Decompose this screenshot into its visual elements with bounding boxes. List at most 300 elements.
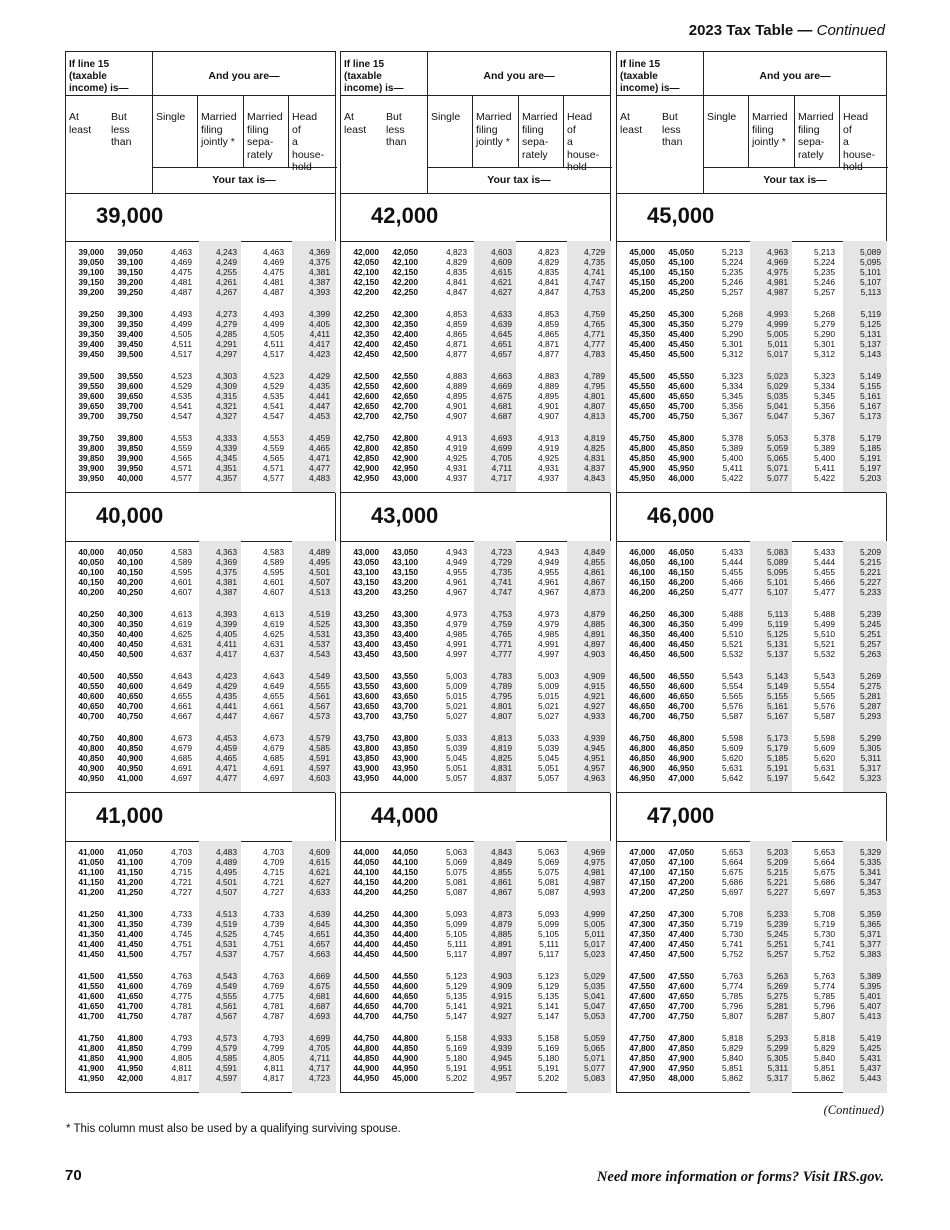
head-of-household-tax: 4,921	[584, 691, 605, 701]
married-jointly-tax: 4,957	[491, 1073, 512, 1083]
single-tax: 4,655	[171, 691, 192, 701]
head-of-household-tax: 5,401	[860, 991, 881, 1001]
at-least-value: 45,700	[629, 411, 655, 421]
but-less-value: 47,800	[668, 1033, 694, 1043]
single-tax: 5,093	[446, 909, 467, 919]
married-jointly-tax: 4,717	[491, 473, 512, 483]
single-tax: 4,619	[171, 619, 192, 629]
head-of-household-tax: 5,281	[860, 691, 881, 701]
single-tax: 4,955	[446, 567, 467, 577]
married-separately-tax: 4,631	[263, 639, 284, 649]
married-jointly-header: Married filing jointly *	[752, 111, 788, 148]
but-less-value: 42,700	[392, 401, 418, 411]
but-less-value: 47,450	[668, 939, 694, 949]
but-less-value: 44,200	[392, 877, 418, 887]
single-tax: 4,835	[446, 267, 467, 277]
single-tax: 5,389	[722, 443, 743, 453]
single-tax: 5,111	[447, 939, 467, 949]
head-of-household-tax: 5,221	[860, 567, 881, 577]
at-least-value: 44,500	[353, 971, 379, 981]
married-jointly-tax: 4,969	[767, 257, 788, 267]
but-less-value: 47,250	[668, 887, 694, 897]
single-header: Single	[431, 111, 461, 123]
head-of-household-tax: 5,335	[860, 857, 881, 867]
but-less-value: 47,600	[668, 981, 694, 991]
at-least-value: 46,450	[629, 649, 655, 659]
married-separately-tax: 5,422	[814, 473, 835, 483]
but-less-value: 45,800	[668, 433, 694, 443]
but-less-value: 40,600	[117, 681, 143, 691]
married-jointly-tax: 5,269	[767, 981, 788, 991]
table-row	[617, 1001, 886, 1011]
table-row	[66, 609, 335, 619]
married-separately-tax: 4,835	[538, 267, 559, 277]
married-jointly-tax: 4,321	[216, 401, 237, 411]
married-separately-tax: 5,708	[814, 909, 835, 919]
married-jointly-tax: 4,531	[216, 939, 237, 949]
single-tax: 4,883	[446, 371, 467, 381]
single-tax: 5,796	[722, 1001, 743, 1011]
married-separately-tax: 5,158	[538, 1033, 559, 1043]
table-row	[66, 701, 335, 711]
head-of-household-tax: 4,567	[309, 701, 330, 711]
married-separately-tax: 4,637	[263, 649, 284, 659]
but-less-value: 44,500	[392, 949, 418, 959]
married-separately-tax: 5,009	[538, 681, 559, 691]
head-of-household-tax: 5,173	[860, 411, 881, 421]
head-of-household-tax: 5,269	[860, 671, 881, 681]
married-jointly-tax: 4,963	[767, 247, 788, 257]
but-less-value: 41,400	[117, 929, 143, 939]
married-jointly-tax: 5,047	[767, 411, 788, 421]
table-row	[66, 877, 335, 887]
married-separately-tax: 4,727	[263, 887, 284, 897]
head-of-household-tax: 5,011	[584, 929, 605, 939]
married-jointly-tax: 4,429	[216, 681, 237, 691]
head-of-household-tax: 5,275	[860, 681, 881, 691]
head-of-household-tax: 5,377	[860, 939, 881, 949]
but-less-value: 45,700	[668, 401, 694, 411]
head-of-household-tax: 5,137	[860, 339, 881, 349]
married-jointly-tax: 4,279	[216, 319, 237, 329]
table-row	[66, 443, 335, 453]
head-of-household-header: Head of a house- hold	[292, 111, 325, 173]
table-row	[617, 691, 886, 701]
married-separately-tax: 5,807	[814, 1011, 835, 1021]
single-tax: 4,907	[446, 411, 467, 421]
married-separately-tax: 4,487	[263, 287, 284, 297]
head-of-household-tax: 4,699	[309, 1033, 330, 1043]
head-of-household-tax: 5,017	[584, 939, 605, 949]
at-least-value: 44,800	[353, 1043, 379, 1053]
at-least-value: 45,000	[629, 247, 655, 257]
but-less-value: 43,650	[392, 691, 418, 701]
at-least-value: 43,150	[353, 577, 379, 587]
table-row	[617, 711, 886, 721]
married-separately-tax: 5,015	[538, 691, 559, 701]
married-separately-tax: 4,829	[538, 257, 559, 267]
married-separately-tax: 4,961	[538, 577, 559, 587]
married-separately-tax: 5,774	[814, 981, 835, 991]
table-row	[341, 473, 610, 483]
but-less-value: 47,400	[668, 929, 694, 939]
single-tax: 5,180	[446, 1053, 467, 1063]
married-separately-tax: 4,733	[263, 909, 284, 919]
head-of-household-tax: 4,693	[309, 1011, 330, 1021]
single-tax: 5,565	[722, 691, 743, 701]
but-less-value: 40,900	[117, 753, 143, 763]
single-tax: 4,505	[171, 329, 192, 339]
table-row	[617, 629, 886, 639]
head-of-household-tax: 5,143	[860, 349, 881, 359]
single-tax: 4,823	[446, 247, 467, 257]
at-least-value: 42,150	[353, 277, 379, 287]
single-tax: 5,631	[722, 763, 743, 773]
married-jointly-tax: 4,255	[216, 267, 237, 277]
but-less-value: 43,150	[392, 567, 418, 577]
table-row	[341, 619, 610, 629]
head-of-household-tax: 4,843	[584, 473, 605, 483]
head-of-household-tax: 5,089	[860, 247, 881, 257]
married-separately-tax: 5,554	[814, 681, 835, 691]
head-of-household-tax: 4,855	[584, 557, 605, 567]
married-separately-tax: 5,389	[814, 443, 835, 453]
table-row	[341, 971, 610, 981]
single-tax: 5,774	[722, 981, 743, 991]
married-separately-tax: 4,985	[538, 629, 559, 639]
married-separately-tax: 5,334	[814, 381, 835, 391]
married-separately-tax: 5,033	[538, 733, 559, 743]
table-row	[66, 773, 335, 783]
single-tax: 5,033	[446, 733, 467, 743]
at-least-value: 43,600	[353, 691, 379, 701]
at-least-value: 45,450	[629, 349, 655, 359]
married-separately-tax: 5,039	[538, 743, 559, 753]
but-less-value: 41,650	[117, 991, 143, 1001]
head-of-household-tax: 5,317	[860, 763, 881, 773]
single-tax: 4,595	[171, 567, 192, 577]
single-tax: 4,727	[171, 887, 192, 897]
married-separately-tax: 4,547	[263, 411, 284, 421]
head-of-household-tax: 5,041	[584, 991, 605, 1001]
but-less-value: 41,550	[117, 971, 143, 981]
head-of-household-tax: 4,453	[309, 411, 330, 421]
married-separately-tax: 5,752	[814, 949, 835, 959]
but-less-value: 47,950	[668, 1063, 694, 1073]
married-separately-tax: 5,027	[538, 711, 559, 721]
at-least-value: 41,100	[78, 867, 104, 877]
single-tax: 4,565	[171, 453, 192, 463]
at-least-value: 40,350	[78, 629, 104, 639]
married-jointly-tax: 5,131	[767, 639, 788, 649]
head-of-household-tax: 4,801	[584, 391, 605, 401]
at-least-value: 40,750	[78, 733, 104, 743]
married-separately-tax: 4,931	[538, 463, 559, 473]
divider	[472, 95, 473, 167]
single-tax: 5,741	[722, 939, 743, 949]
married-separately-tax: 5,123	[538, 971, 559, 981]
table-row	[617, 671, 886, 681]
head-of-household-tax: 5,101	[860, 267, 881, 277]
married-separately-tax: 5,356	[814, 401, 835, 411]
married-jointly-tax: 4,675	[491, 391, 512, 401]
married-separately-tax: 5,180	[538, 1053, 559, 1063]
table-row	[617, 339, 886, 349]
single-tax: 4,943	[446, 547, 467, 557]
at-least-value: 41,800	[78, 1043, 104, 1053]
married-jointly-tax: 5,227	[767, 887, 788, 897]
at-least-value: 45,550	[629, 381, 655, 391]
married-separately-tax: 4,583	[263, 547, 284, 557]
at-least-value: 43,450	[353, 649, 379, 659]
and-you-are-label: And you are—	[483, 70, 555, 82]
but-less-than-header: But less than	[386, 111, 407, 148]
but-less-value: 46,650	[668, 691, 694, 701]
married-jointly-tax: 4,351	[216, 463, 237, 473]
married-separately-tax: 4,505	[263, 329, 284, 339]
single-tax: 5,117	[446, 949, 467, 959]
married-separately-tax: 5,312	[814, 349, 835, 359]
married-jointly-tax: 4,759	[491, 619, 512, 629]
table-row	[341, 753, 610, 763]
but-less-value: 43,200	[392, 577, 418, 587]
single-tax: 4,985	[446, 629, 467, 639]
head-of-household-tax: 4,813	[584, 411, 605, 421]
head-of-household-tax: 4,369	[309, 247, 330, 257]
table-row	[66, 991, 335, 1001]
continued-note: (Continued)	[823, 1103, 884, 1117]
head-of-household-tax: 4,627	[309, 877, 330, 887]
married-separately-tax: 4,997	[538, 649, 559, 659]
but-less-value: 42,400	[392, 329, 418, 339]
at-least-value: 46,300	[629, 619, 655, 629]
single-tax: 5,719	[722, 919, 743, 929]
married-jointly-tax: 5,185	[767, 753, 788, 763]
at-least-value: 47,150	[629, 877, 655, 887]
married-separately-tax: 4,601	[263, 577, 284, 587]
head-of-household-tax: 5,197	[860, 463, 881, 473]
single-tax: 5,290	[722, 329, 743, 339]
single-tax: 4,685	[171, 753, 192, 763]
at-least-value: 40,700	[78, 711, 104, 721]
at-least-value: 40,650	[78, 701, 104, 711]
head-of-household-tax: 5,167	[860, 401, 881, 411]
but-less-value: 43,350	[392, 619, 418, 629]
single-tax: 4,571	[171, 463, 192, 473]
but-less-value: 44,850	[392, 1043, 418, 1053]
married-separately-tax: 4,871	[538, 339, 559, 349]
but-less-value: 42,450	[392, 339, 418, 349]
head-of-household-tax: 5,437	[860, 1063, 881, 1073]
head-of-household-tax: 5,179	[860, 433, 881, 443]
head-of-household-tax: 5,443	[860, 1073, 881, 1083]
married-separately-tax: 5,763	[814, 971, 835, 981]
single-tax: 5,554	[722, 681, 743, 691]
table-row	[341, 411, 610, 421]
at-least-value: 44,600	[353, 991, 379, 1001]
married-jointly-tax: 5,275	[767, 991, 788, 1001]
table-row	[617, 909, 886, 919]
table-row	[341, 929, 610, 939]
single-tax: 5,576	[722, 701, 743, 711]
single-tax: 5,829	[722, 1043, 743, 1053]
but-less-value: 43,950	[392, 763, 418, 773]
married-jointly-tax: 4,915	[491, 991, 512, 1001]
but-less-value: 39,500	[117, 349, 143, 359]
head-of-household-tax: 5,263	[860, 649, 881, 659]
married-jointly-tax: 5,113	[767, 609, 788, 619]
married-jointly-tax: 4,909	[491, 981, 512, 991]
married-separately-tax: 4,571	[263, 463, 284, 473]
married-jointly-tax: 4,411	[216, 639, 237, 649]
head-of-household-tax: 5,341	[860, 867, 881, 877]
but-less-value: 46,800	[668, 733, 694, 743]
head-of-household-tax: 4,861	[584, 567, 605, 577]
at-least-value: 47,350	[629, 929, 655, 939]
single-header: Single	[156, 111, 186, 123]
but-less-value: 45,600	[668, 381, 694, 391]
married-separately-tax: 4,589	[263, 557, 284, 567]
married-separately-tax: 4,979	[538, 619, 559, 629]
single-tax: 4,979	[446, 619, 467, 629]
single-tax: 5,851	[722, 1063, 743, 1073]
table-row	[341, 919, 610, 929]
table-row	[617, 329, 886, 339]
married-separately-tax: 5,129	[538, 981, 559, 991]
single-tax: 5,785	[722, 991, 743, 1001]
table-row	[617, 1053, 886, 1063]
head-of-household-tax: 4,747	[584, 277, 605, 287]
single-tax: 4,511	[171, 339, 192, 349]
married-separately-tax: 4,739	[263, 919, 284, 929]
at-least-value: 42,750	[353, 433, 379, 443]
table-row	[66, 691, 335, 701]
married-jointly-tax: 5,311	[767, 1063, 788, 1073]
married-jointly-tax: 5,053	[767, 433, 788, 443]
table-row	[617, 773, 886, 783]
table-row	[341, 1063, 610, 1073]
married-jointly-tax: 4,723	[491, 547, 512, 557]
married-separately-tax: 5,246	[814, 277, 835, 287]
head-of-household-tax: 5,293	[860, 711, 881, 721]
but-less-value: 43,550	[392, 671, 418, 681]
married-separately-tax: 4,499	[263, 319, 284, 329]
but-less-value: 43,250	[392, 587, 418, 597]
table-row	[617, 257, 886, 267]
at-least-value: 43,250	[353, 609, 379, 619]
but-less-value: 39,850	[117, 443, 143, 453]
but-less-value: 46,450	[668, 639, 694, 649]
single-tax: 4,937	[446, 473, 467, 483]
head-of-household-tax: 5,095	[860, 257, 881, 267]
head-of-household-tax: 5,209	[860, 547, 881, 557]
table-row	[617, 763, 886, 773]
head-of-household-tax: 4,873	[584, 587, 605, 597]
table-row	[66, 1043, 335, 1053]
but-less-value: 45,350	[668, 319, 694, 329]
single-tax: 5,268	[722, 309, 743, 319]
married-separately-tax: 5,257	[814, 287, 835, 297]
married-separately-tax: 5,510	[814, 629, 835, 639]
single-tax: 5,499	[722, 619, 743, 629]
but-less-value: 42,650	[392, 391, 418, 401]
head-of-household-tax: 5,299	[860, 733, 881, 743]
at-least-value: 42,600	[353, 391, 379, 401]
head-of-household-tax: 4,909	[584, 671, 605, 681]
single-tax: 5,598	[722, 733, 743, 743]
but-less-value: 44,950	[392, 1063, 418, 1073]
but-less-value: 48,000	[668, 1073, 694, 1083]
at-least-value: 43,700	[353, 711, 379, 721]
table-row	[341, 681, 610, 691]
table-row	[66, 909, 335, 919]
married-jointly-tax: 4,873	[491, 909, 512, 919]
single-tax: 4,517	[171, 349, 192, 359]
single-tax: 4,589	[171, 557, 192, 567]
but-less-value: 39,300	[117, 309, 143, 319]
head-of-household-tax: 5,065	[584, 1043, 605, 1053]
thousand-label: 47,000	[647, 803, 715, 828]
table-row	[66, 309, 335, 319]
table-row	[66, 411, 335, 421]
married-separately-tax: 4,523	[263, 371, 284, 381]
single-tax: 5,433	[722, 547, 743, 557]
head-of-household-tax: 5,419	[860, 1033, 881, 1043]
table-row	[66, 567, 335, 577]
married-jointly-tax: 4,399	[216, 619, 237, 629]
single-tax: 5,051	[446, 763, 467, 773]
at-least-value: 43,900	[353, 763, 379, 773]
head-of-household-tax: 4,729	[584, 247, 605, 257]
married-separately-tax: 5,609	[814, 743, 835, 753]
single-tax: 5,411	[722, 463, 743, 473]
but-less-value: 41,800	[117, 1033, 143, 1043]
single-tax: 5,057	[446, 773, 467, 783]
single-tax: 4,775	[171, 991, 192, 1001]
head-of-household-tax: 5,251	[860, 629, 881, 639]
head-of-household-tax: 4,471	[309, 453, 330, 463]
married-jointly-tax: 4,465	[216, 753, 237, 763]
table-row	[341, 867, 610, 877]
head-of-household-tax: 4,789	[584, 371, 605, 381]
head-of-household-tax: 5,029	[584, 971, 605, 981]
table-row	[66, 547, 335, 557]
table-row	[617, 277, 886, 287]
married-separately-tax: 5,719	[814, 919, 835, 929]
at-least-value: 47,550	[629, 981, 655, 991]
married-separately-tax: 4,967	[538, 587, 559, 597]
head-of-household-tax: 5,155	[860, 381, 881, 391]
at-least-value: 41,350	[78, 929, 104, 939]
but-less-value: 47,700	[668, 1001, 694, 1011]
but-less-value: 40,050	[117, 547, 143, 557]
married-separately-tax: 5,003	[538, 671, 559, 681]
married-separately-tax: 4,709	[263, 857, 284, 867]
table-row	[341, 567, 610, 577]
single-tax: 4,805	[171, 1053, 192, 1063]
married-separately-tax: 5,543	[814, 671, 835, 681]
at-least-value: 46,100	[629, 567, 655, 577]
head-of-household-tax: 4,513	[309, 587, 330, 597]
married-jointly-tax: 5,011	[767, 339, 788, 349]
single-tax: 4,643	[171, 671, 192, 681]
married-jointly-tax: 5,281	[767, 1001, 788, 1011]
head-of-household-tax: 4,543	[309, 649, 330, 659]
head-of-household-tax: 4,537	[309, 639, 330, 649]
at-least-value: 39,150	[78, 277, 104, 287]
at-least-value: 44,700	[353, 1011, 379, 1021]
single-tax: 5,039	[446, 743, 467, 753]
